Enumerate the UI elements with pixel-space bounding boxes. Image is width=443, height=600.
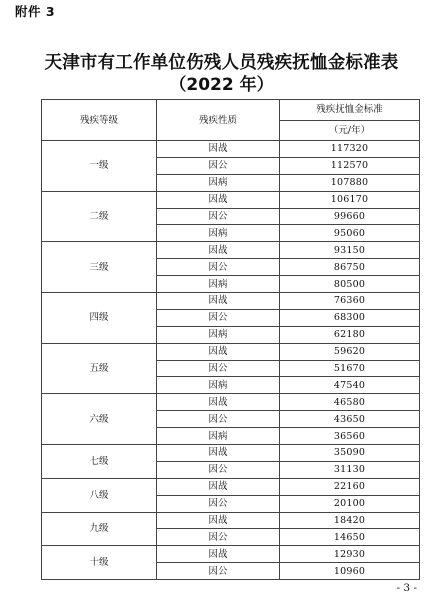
table-row — [42, 445, 420, 462]
nature-cell: 因病 — [157, 174, 280, 191]
nature-cell: 因公 — [157, 259, 280, 276]
level-cell: 三级 — [42, 242, 157, 293]
nature-cell: 因病 — [157, 276, 280, 293]
amount-cell: 76360 — [280, 293, 420, 310]
nature-cell: 因公 — [157, 208, 280, 225]
table-row — [42, 343, 420, 360]
amount-cell: 10960 — [280, 563, 420, 580]
amount-cell: 68300 — [280, 309, 420, 326]
nature-cell: 因公 — [157, 309, 280, 326]
amount-cell: 106170 — [280, 191, 420, 208]
header-nature: 残疾性质 — [157, 100, 280, 141]
amount-cell: 22160 — [280, 478, 420, 495]
table-row — [42, 141, 420, 158]
disability-pension-table — [41, 99, 420, 580]
table-row — [42, 394, 420, 411]
header-standard — [280, 100, 420, 141]
amount-cell: 12930 — [280, 546, 420, 563]
nature-cell: 因战 — [157, 445, 280, 462]
document-title: 天津市有工作单位伤残人员残疾抚恤金标准表 — [44, 53, 399, 73]
level-cell: 十级 — [42, 546, 157, 580]
table-body — [42, 141, 420, 580]
amount-cell: 99660 — [280, 208, 420, 225]
amount-cell: 62180 — [280, 326, 420, 343]
nature-cell: 因病 — [157, 225, 280, 242]
level-cell: 二级 — [42, 191, 157, 242]
nature-cell: 因公 — [157, 461, 280, 478]
amount-cell: 47540 — [280, 377, 420, 394]
amount-cell: 14650 — [280, 529, 420, 546]
table-row — [42, 512, 420, 529]
table-row — [42, 191, 420, 208]
amount-cell: 117320 — [280, 141, 420, 158]
amount-cell: 18420 — [280, 512, 420, 529]
amount-cell: 107880 — [280, 174, 420, 191]
nature-cell: 因战 — [157, 478, 280, 495]
nature-cell: 因战 — [157, 293, 280, 310]
attachment-label: 附件 3 — [15, 4, 56, 19]
amount-cell: 86750 — [280, 259, 420, 276]
table-header-row — [42, 100, 420, 141]
nature-cell: 因战 — [157, 141, 280, 158]
nature-cell: 因战 — [157, 546, 280, 563]
nature-cell: 因战 — [157, 191, 280, 208]
nature-cell: 因战 — [157, 242, 280, 259]
document-subtitle: （2022 年） — [169, 75, 274, 95]
table-row — [42, 478, 420, 495]
level-cell: 七级 — [42, 445, 157, 479]
amount-cell: 93150 — [280, 242, 420, 259]
level-cell: 六级 — [42, 394, 157, 445]
nature-cell: 因公 — [157, 529, 280, 546]
nature-cell: 因病 — [157, 377, 280, 394]
level-cell: 五级 — [42, 343, 157, 394]
nature-cell: 因战 — [157, 512, 280, 529]
nature-cell: 因战 — [157, 394, 280, 411]
amount-cell: 46580 — [280, 394, 420, 411]
nature-cell: 因公 — [157, 563, 280, 580]
amount-cell: 31130 — [280, 461, 420, 478]
nature-cell: 因公 — [157, 495, 280, 512]
amount-cell: 43650 — [280, 411, 420, 428]
level-cell: 一级 — [42, 141, 157, 192]
amount-cell: 95060 — [280, 225, 420, 242]
nature-cell: 因公 — [157, 157, 280, 174]
table-row — [42, 546, 420, 563]
amount-cell: 59620 — [280, 343, 420, 360]
page-number: - 3 - — [396, 582, 417, 594]
nature-cell: 因公 — [157, 360, 280, 377]
nature-cell: 因病 — [157, 326, 280, 343]
nature-cell: 因战 — [157, 343, 280, 360]
header-unit-label: （元/年） — [328, 124, 371, 136]
amount-cell: 80500 — [280, 276, 420, 293]
nature-cell: 因病 — [157, 428, 280, 445]
amount-cell: 35090 — [280, 445, 420, 462]
amount-cell: 112570 — [280, 157, 420, 174]
nature-cell: 因公 — [157, 411, 280, 428]
amount-cell: 20100 — [280, 495, 420, 512]
table-row — [42, 293, 420, 310]
level-cell: 四级 — [42, 293, 157, 344]
table-row — [42, 242, 420, 259]
amount-cell: 51670 — [280, 360, 420, 377]
amount-cell: 36560 — [280, 428, 420, 445]
level-cell: 九级 — [42, 512, 157, 546]
title-block — [0, 52, 443, 96]
header-level: 残疾等级 — [42, 100, 157, 141]
level-cell: 八级 — [42, 478, 157, 512]
header-standard-label: 残疾抚恤金标准 — [280, 100, 419, 121]
